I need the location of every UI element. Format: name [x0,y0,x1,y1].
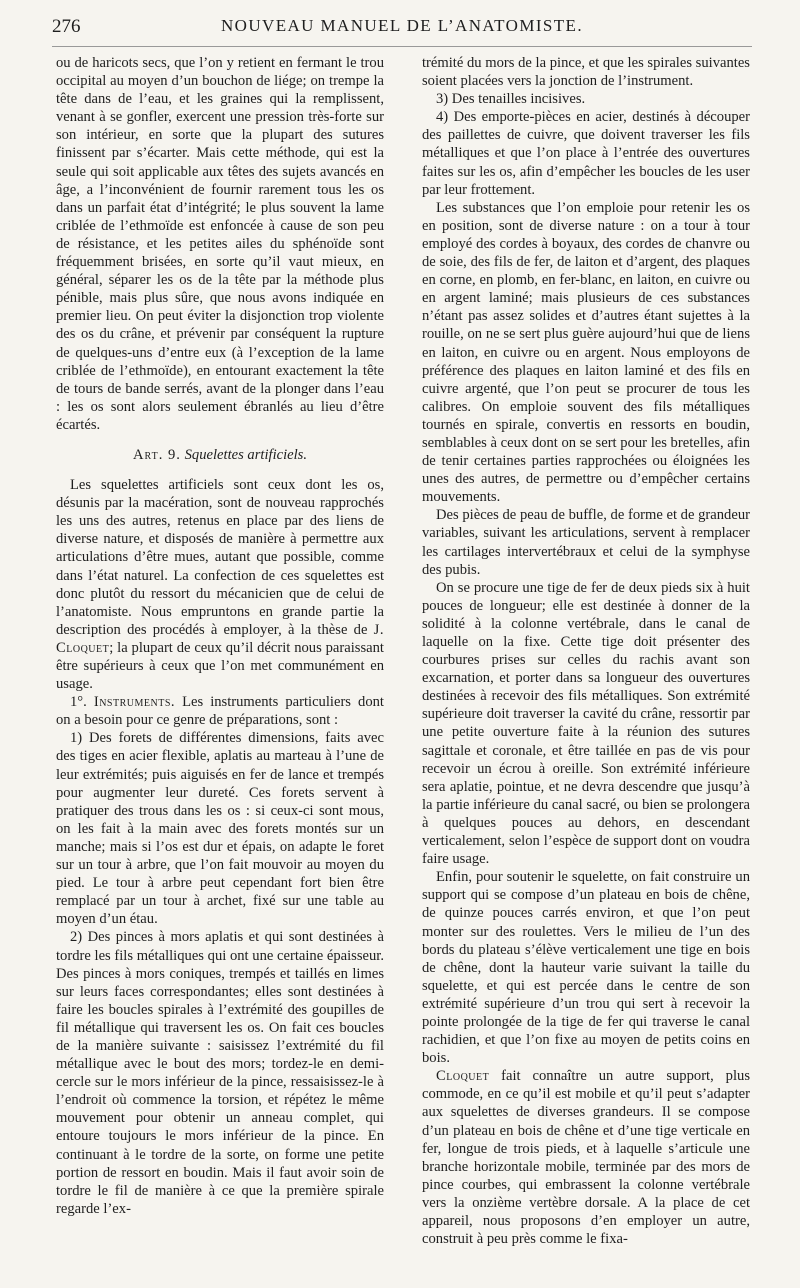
author-name: Cloquet [436,1068,490,1085]
page-header [52,12,752,47]
paragraph-text: fait connaître un autre support, plus commode, en ce qu’il est mobile et qu’il peut s’adapter aux squelettes de diverses grandeurs. Il se compose d’un plateau en bois de chêne et d’une tige verticale en fer, longue de trois pieds, et à laquelle s’articule une branche horizontale mobile, terminée par des mors de pince courbes, qui embrassent la colonne vertébrale vers la onzième vertèbre dorsale. A la place de cet appareil, nous proposons d’en employer un autre, construit à peu près comme le fixa- [422,1068,750,1248]
paragraph: 2) Des pinces à mors aplatis et qui sont destinées à tordre les fils métalliques qui ont une certaine épaisseur. Des pinces à mors coniques, trempés et taillés en limes sur leurs faces correspondantes; elles sont destinées à faire les boucles spirales à l’extrémité des goupilles de fil métallique qui traversent les os. On fait ces boucles de la manière suivante : saisissez l’extrémité du fil métallique avec le bout des mors; tordez-le en demi-cercle sur le mors inférieur de la pince, ressaisissez-le à l’endroit où commence la torsion, et répétez le même mouvement pour obtenir un anneau complet, qui entoure toujours le mors inférieur de la pince. En continuant à le tordre de la sorte, on forme une petite portion de ressort en boudin. Mais il faut avoir soin de tordre le fil de manière à ce que la première spirale regarde l’ex- [56,929,384,1217]
paragraph: Des pièces de peau de buffle, de forme et de grandeur variables, suivant les articulations, servent à remplacer les cartilages intervertébraux et celui de la symphyse des pubis. [422,507,750,578]
section-label: Instruments. [93,694,176,711]
section-number: 1°. [70,694,87,711]
paragraph: ou de haricots secs, que l’on y retient en fermant le trou occipital au moyen d’un bouchon de liége; on trempe la tête dans de l’eau, et les graines qui la remplissent, venant à se gonfler, exercent une pression très-forte sur son intérieur, en sorte que la plupart des sutures finissent par s’écarter. Mais cette méthode, qui est la seule qui soit applicable aux têtes des sujets avancés en âge, a l’inconvénient de fournir rarement tous les os dans un parfait état d’intégrité; le plus souvent la lame criblée de l’ethmoïde est enfoncée à cause de son peu de résistance, et les petites ailes du sphénoïde sont fréquemment brisées, en sorte qu’il vaut mieux, en général, séparer les os de la tête par la méthode plus pénible, mais plus sûre, que nous avons indiquée en premier lieu. On peut éviter la disjonction trop violente des os du crâne, et prévenir par conséquent la rupture de quelques-uns d’entre eux (à l’exception de la lame criblée de l’ethmoïde), en entourant exactement la tête de tours de bande serrés, avant de la plonger dans l’eau : les os sont alors seulement ébranlés au lieu d’être écartés. [56,55,384,433]
author-name: J. Cloquet [56,621,384,656]
paragraph-text: Les squelettes artificiels sont ceux dont les os, désunis par la macération, sont de nouveau rapprochés les uns des autres, retenus en place par des liens de diverse nature, et disposés de manière à permettre aux articulations d’être mues, autant que possible, comme dans l’état naturel. La confection de ces squelettes est donc plutôt du ressort du mécanicien que de celui de l’anatomiste. Nous empruntons en grande partie la description des procédés à employer, à la thèse de [56,477,384,638]
paragraph [56,693,384,729]
paragraph [56,476,384,693]
left-column [56,54,384,1218]
article-heading [56,446,384,464]
paragraph: On se procure une tige de fer de deux pieds six à huit pouces de longueur; elle est destinée à donner de la solidité à la colonne vertébrale, dans le canal de laquelle on la fixe. Cette tige doit présenter des courbures prises sur celles du rachis avant son excarnation, et porter dans sa longueur des ouvertures destinées à recevoir des fils métalliques. Son extrémité supérieure doit traverser la cavité du crâne, ressortir par une petite ouverture faite à la réunion des sutures sagittale et coronale, et être taillée en pas de vis pour recevoir un écrou à oreille. Son extrémité inférieure sera aplatie, pointue, et ne devra descendre que jusqu’à la partie inférieure du canal sacré, ou bien se prolongera à quelques pouces au dehors, en descendant verticalement, selon l’espèce de support dont on voudra faire usage. [422,579,750,868]
paragraph: trémité du mors de la pince, et que les spirales suivantes soient placées vers la jonction de l’instrument. [422,55,750,90]
page-number: 276 [52,16,81,37]
right-column [422,54,750,1248]
paragraph: 1) Des forets de différentes dimensions, faits avec des tiges en acier flexible, aplatis au marteau à l’une de leur extrémités; puis aiguisés en fer de lance et trempés pour augmenter leur dureté. Ces forets servent à pratiquer des trous dans les os : si ceux-ci sont mous, on les fait à la main avec des forets montés sur un manche; mais si l’os est dur et épais, on adapte le foret sur un tour à arbre, que l’on fait mouvoir au moyen du pied. Le tour à arbre peut cependant fort bien être remplacé par un tour à archet, fixé sur une table au moyen d’un étau. [56,730,384,928]
paragraph: Enfin, pour soutenir le squelette, on fait construire un support qui se compose d’un plateau en bois de chêne, de quinze pouces carrés environ, et que l’on peut monter sur des roulettes. Vers le milieu de l’un des bords du plateau s’élève verticalement une tige en bois de chêne, dont la hauteur varie suivant la taille du squelette, et qui est percée dans le centre de son extrémité supérieure d’un trou qui sert à recevoir la pointe prolongée de la tige de fer qui traverse le canal rachidien, et que l’on fixe au moyen de petits coins en bois. [422,869,750,1067]
paragraph-text: ; la plupart de ceux qu’il décrit nous paraissant être supérieurs à ceux que l’on met communément en usage. [56,639,384,693]
paragraph: Les substances que l’on emploie pour retenir les os en position, sont de diverse nature : on a tour à tour employé des cordes à boyaux, des cordes de chanvre ou de soie, des fils de fer, de laiton et d’argent, des plaques en corne, en plomb, en fer-blanc, en laiton, en cuivre ou en argent laminé; mais plusieurs de ces substances n’étant pas assez solides et d’autres étant sujettes à la rouille, on ne se sert plus guère aujourd’hui que de liens en laiton, en cuivre ou en argent. Nous employons de préférence des plaques en laiton laminé et des fils en cuivre argenté, que l’on peut se procurer de tous les calibres. On emploie souvent des fils métalliques tournés en spirale, convertis en ressorts en boudin, semblables à ceux dont on se sert pour les bretelles, afin de tenir certaines parties rapprochées ou éloignées les unes des autres, de permettre ou d’empêcher certains mouvements. [422,199,750,506]
article-title: Squelettes artificiels. [184,446,308,463]
running-title: NOUVEAU MANUEL DE L’ANATOMISTE. [221,16,583,35]
paragraph-text: Les instruments particuliers dont on a besoin pour ce genre de préparations, sont : [56,694,384,729]
paragraph: 3) Des tenailles incisives. [436,91,586,108]
paragraph [422,1067,750,1248]
article-number: Art. 9. [132,446,181,463]
paragraph: 4) Des emporte-pièces en acier, destinés à découper des paillettes de cuivre, que doivent traverser les fils métalliques et que l’on place à l’entrée des ouvertures faites sur les os, afin d’empêcher les boucles de les user par leur frottement. [422,109,750,198]
